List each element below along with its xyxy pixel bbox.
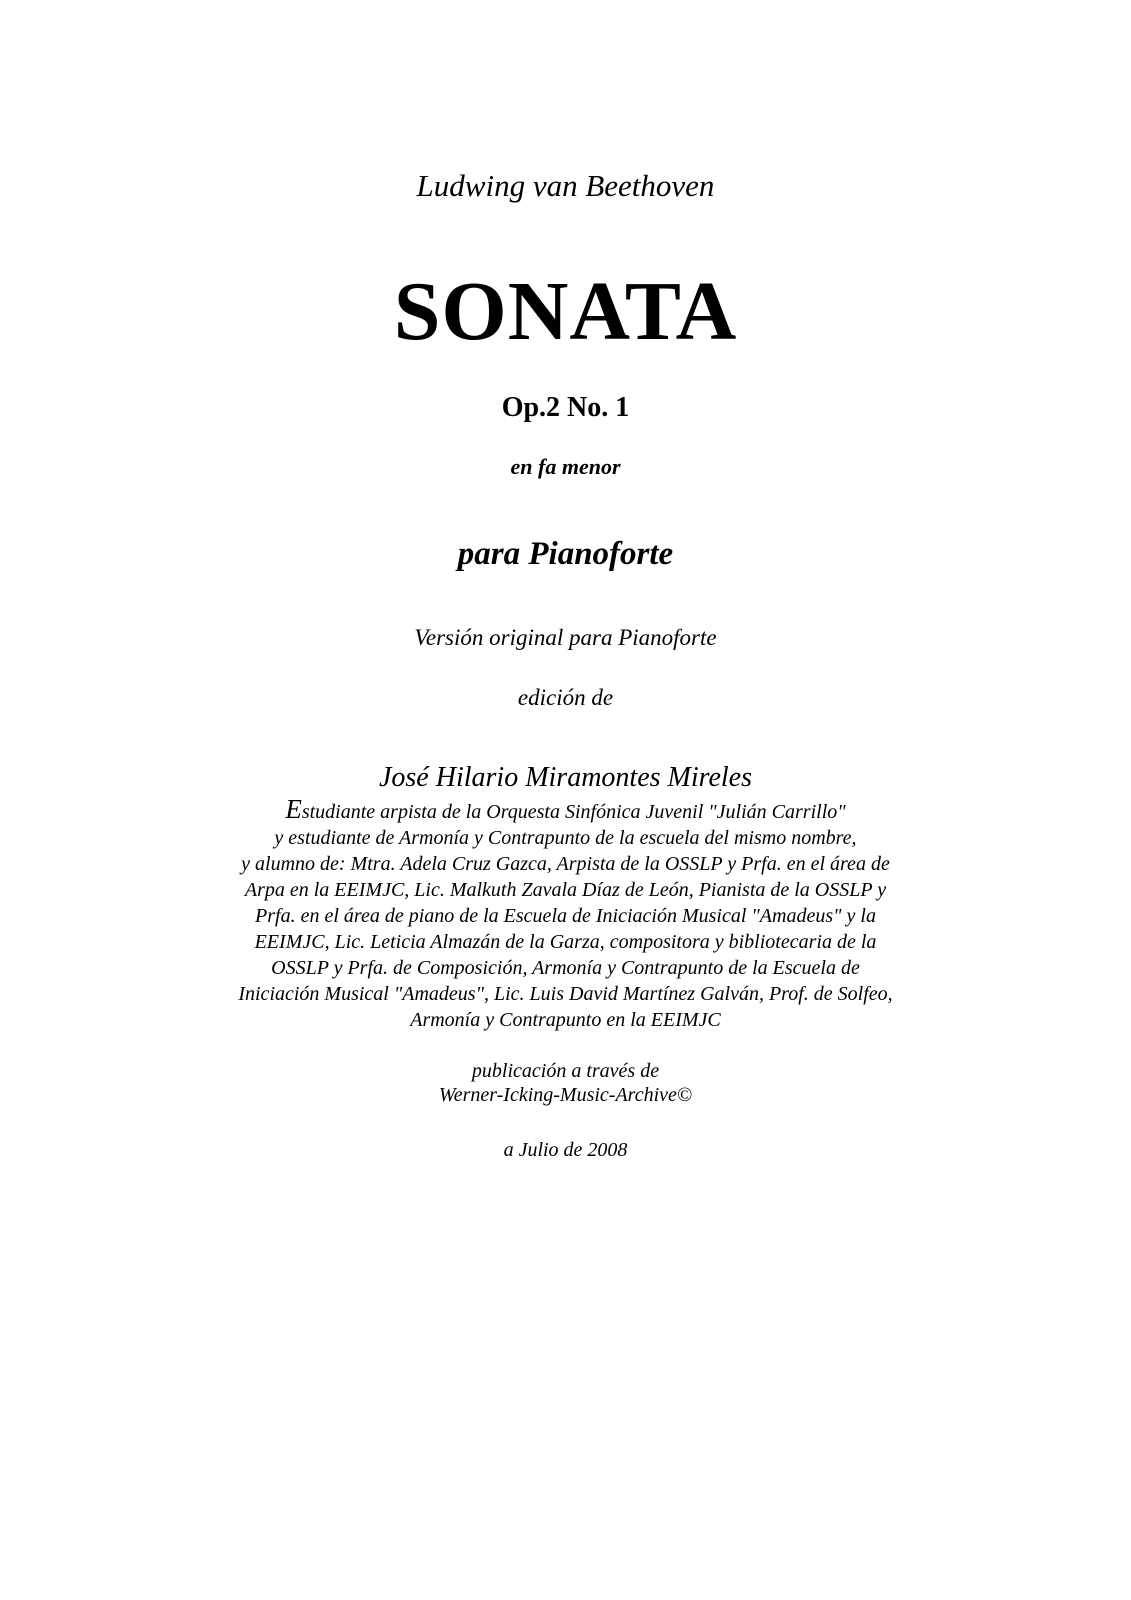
edition-label: edición de bbox=[517, 685, 614, 710]
publication-archive: Werner-Icking-Music-Archive© bbox=[438, 1084, 693, 1106]
opus-number: Op.2 No. 1 bbox=[501, 392, 630, 423]
bio-line: Arpa en la EEIMJC, Lic. Malkuth Zavala Díaz de León, Pianista de la OSSLP y bbox=[244, 879, 887, 901]
publication-date: a Julio de 2008 bbox=[503, 1139, 628, 1161]
version-note: Versión original para Pianoforte bbox=[414, 625, 717, 650]
bio-line bbox=[0, 796, 1131, 825]
bio-line: Iniciación Musical "Amadeus", Lic. Luis David Martínez Galván, Prof. de Solfeo, bbox=[238, 983, 893, 1005]
composer-name: Ludwing van Beethoven bbox=[416, 168, 715, 203]
bio-line: OSSLP y Prfa. de Composición, Armonía y Contrapunto de la Escuela de bbox=[271, 957, 860, 979]
bio-line: Armonía y Contrapunto en la EEIMJC bbox=[410, 1009, 721, 1031]
publication-line: publicación a través de bbox=[471, 1060, 660, 1082]
work-title: SONATA bbox=[393, 265, 738, 358]
publication-note bbox=[0, 1059, 1131, 1107]
bio-line: y estudiante de Armonía y Contrapunto de la escuela del mismo nombre, bbox=[274, 827, 857, 849]
bio-line: y alumno de: Mtra. Adela Cruz Gazca, Arpista de la OSSLP y Prfa. en el área de bbox=[241, 853, 890, 875]
key-signature: en fa menor bbox=[510, 454, 621, 479]
editor-name: José Hilario Miramontes Mireles bbox=[378, 762, 753, 793]
editor-biography bbox=[0, 796, 1131, 1033]
bio-initial-letter: E bbox=[285, 794, 302, 824]
instrument: para Pianoforte bbox=[457, 536, 674, 572]
bio-line: Prfa. en el área de piano de la Escuela de Iniciación Musical "Amadeus" y la bbox=[255, 905, 876, 927]
bio-line-text: studiante arpista de la Orquesta Sinfónica Juvenil "Julián Carrillo" bbox=[301, 801, 846, 823]
bio-line: EEIMJC, Lic. Leticia Almazán de la Garza, compositora y bibliotecaria de la bbox=[254, 931, 877, 953]
